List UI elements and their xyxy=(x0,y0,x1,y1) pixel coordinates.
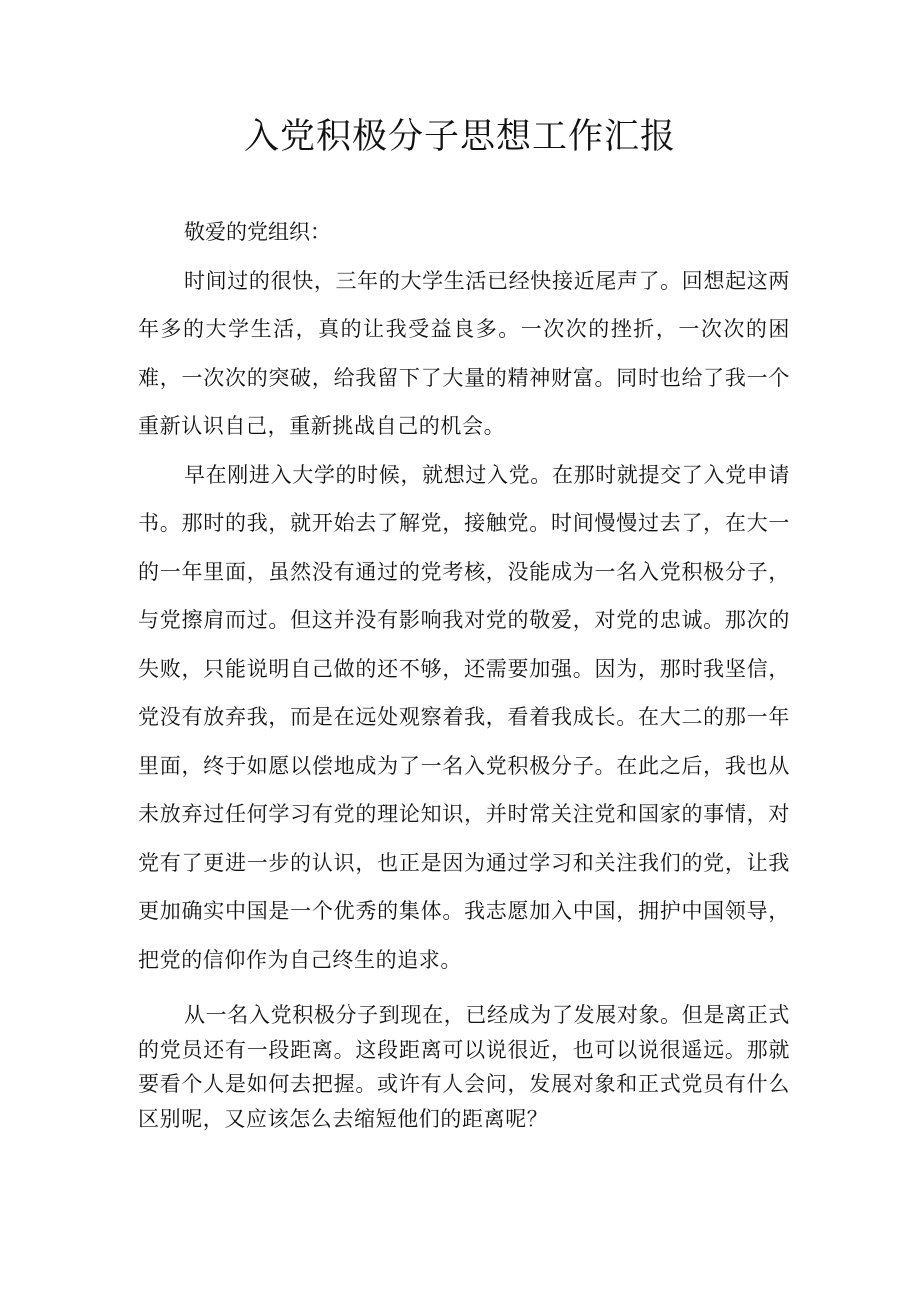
paragraph-3: 从一名入党积极分子到现在，已经成为了发展对象。但是离正式的党员还有一段距离。这段距离可以说很近，也可以说很遥远。那就要看个人是如何去把握。或许有人会问，发展对象和正式党员有什么区别呢，又应该怎么去缩短他们的距离呢？ xyxy=(138,1003,790,1131)
paragraph-1: 时间过的很快，三年的大学生活已经快接近尾声了。回想起这两年多的大学生活，真的让我受益良多。一次次的挫折，一次次的困难，一次次的突破，给我留下了大量的精神财富。同时也给了我一个重新认识自己，重新挑战自己的机会。 xyxy=(138,268,790,438)
document-body xyxy=(138,208,790,1136)
document-title: 入党积极分子思想工作汇报 xyxy=(243,117,676,157)
paragraph-2: 早在刚进入大学的时候，就想过入党。在那时就提交了入党申请书。那时的我，就开始去了解党，接触党。时间慢慢过去了，在大一的一年里面，虽然没有通过的党考核，没能成为一名入党积极分子，与党擦肩而过。但这并没有影响我对党的敬爱，对党的忠诚。那次的失败，只能说明自己做的还不够，还需要加强。因为，那时我坚信，党没有放弃我，而是在远处观察着我，看着我成长。在大二的那一年里面，终于如愿以偿地成为了一名入党积极分子。在此之后，我也从未放弃过任何学习有党的理论知识，并时常关注党和国家的事情，对党有了更进一步的认识，也正是因为通过学习和关注我们的党，让我更加确实中国是一个优秀的集体。我志愿加入中国，拥护中国领导，把党的信仰作为自己终生的追求。 xyxy=(138,462,790,972)
salutation: 敬爱的党组织： xyxy=(184,220,331,244)
